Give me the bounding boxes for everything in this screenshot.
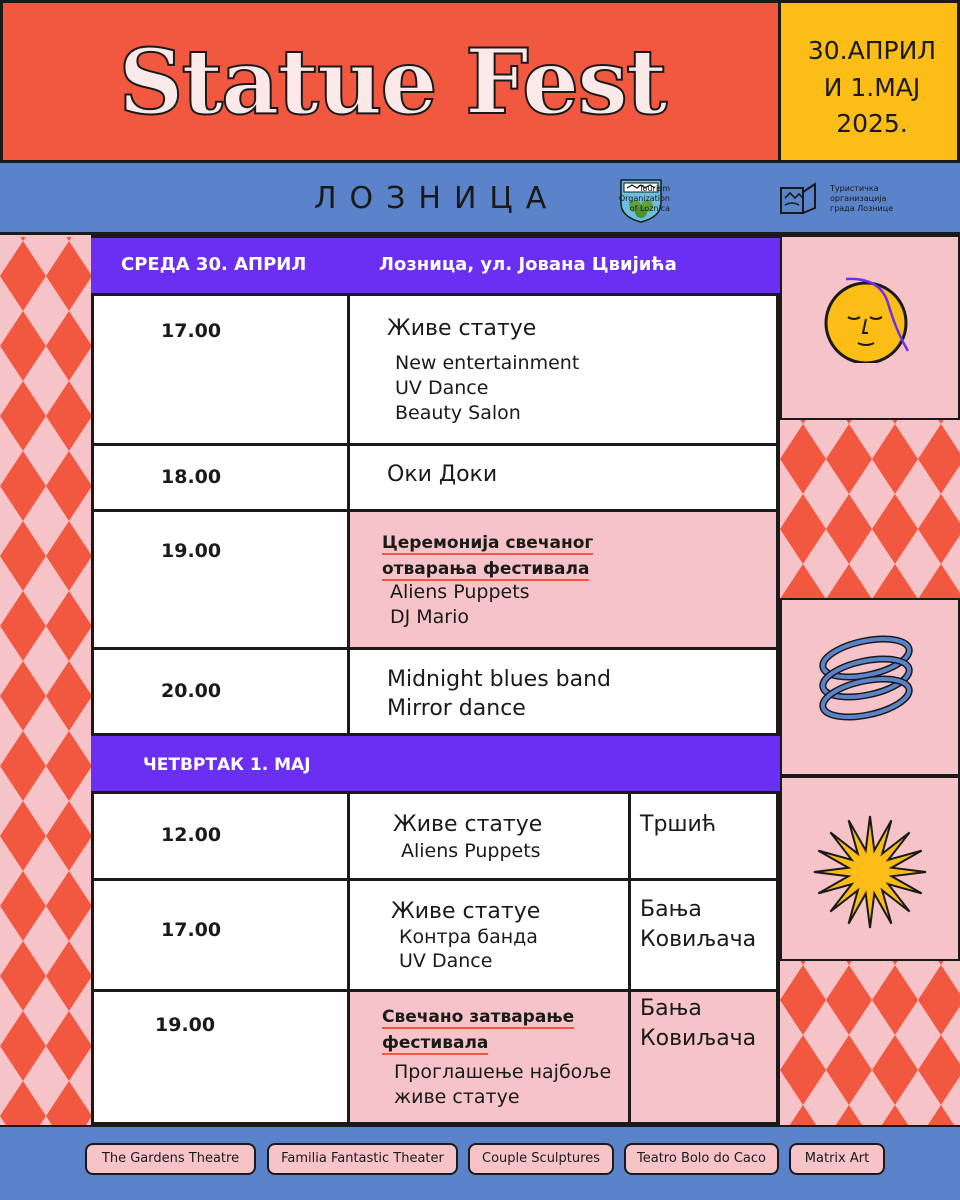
date-line: 30.АПРИЛ <box>807 36 937 65</box>
event-title: Оки Доки <box>387 462 498 487</box>
location-label: Бања <box>640 996 702 1021</box>
sun-face-icon <box>820 273 910 363</box>
time-cell <box>94 881 347 989</box>
highlight-line: отварања фестивала <box>382 559 590 579</box>
location-label: Ковиљача <box>640 927 757 952</box>
location-label: Бања <box>640 897 702 922</box>
time-label: 12.00 <box>161 824 222 846</box>
day1-location: Лозница, ул. Јована Цвијића <box>379 254 677 275</box>
event-cell-highlight <box>350 992 628 1122</box>
time-label: 20.00 <box>161 680 222 702</box>
time-cell <box>94 296 347 443</box>
logo-text-sr: организација <box>830 194 887 203</box>
starburst-icon <box>810 812 930 932</box>
header-title-box <box>0 0 778 163</box>
schedule-table <box>91 235 780 1125</box>
event-performer: New entertainment <box>395 352 580 374</box>
event-performer: UV Dance <box>395 377 489 399</box>
participant-badge: Couple Sculptures <box>468 1143 614 1175</box>
time-label: 19.00 <box>155 1014 216 1036</box>
side-panel-rings <box>780 598 960 776</box>
side-panel-sun <box>780 235 960 420</box>
location-cell <box>631 794 776 878</box>
location-label: Ковиљача <box>640 1026 757 1051</box>
time-cell <box>94 650 347 733</box>
location-cell <box>631 881 776 989</box>
opening-ceremony-title <box>382 530 593 582</box>
highlight-line: фестивала <box>382 1033 489 1053</box>
time-label: 17.00 <box>161 320 222 342</box>
participant-badge: Familia Fantastic Theater <box>267 1143 458 1175</box>
harlequin-pattern-right-top <box>780 420 960 598</box>
time-label: 19.00 <box>161 540 222 562</box>
event-cell <box>350 794 628 878</box>
participant-badge: Teatro Bolo do Caco <box>624 1143 779 1175</box>
time-label: 17.00 <box>161 919 222 941</box>
event-title: Живе статуе <box>393 812 543 837</box>
time-cell <box>94 992 347 1122</box>
event-performer: Контра банда <box>399 926 538 948</box>
ring-spiral-icon <box>814 634 918 726</box>
highlight-line: Церемонија свечаног <box>382 533 594 553</box>
day2-header <box>91 736 780 791</box>
event-title: Живе статуе <box>387 316 537 341</box>
festival-dates <box>778 0 960 163</box>
tourism-logo-icon <box>778 180 818 216</box>
day2-label: ЧЕТВРТАК 1. МАЈ <box>143 755 311 775</box>
closing-ceremony-title <box>382 1004 574 1056</box>
event-cell <box>350 881 628 989</box>
event-title: Midnight blues band <box>387 667 612 692</box>
event-title: Живе статуе <box>391 899 541 924</box>
event-cell <box>350 296 776 443</box>
location-label: Тршић <box>640 812 717 837</box>
logo-text-sr: града Лознице <box>830 204 894 213</box>
logo-text-sr: Туристичка <box>830 184 879 193</box>
logo-text-en: Tourism <box>639 184 670 193</box>
event-cell <box>350 650 776 733</box>
event-performer: живе статуе <box>394 1086 520 1108</box>
event-performer: Beauty Salon <box>395 402 521 424</box>
participant-badge: The Gardens Theatre <box>85 1143 256 1175</box>
time-cell <box>94 512 347 647</box>
event-cell-highlight <box>350 512 776 647</box>
event-performer: Aliens Puppets <box>401 840 541 862</box>
participants-footer <box>0 1125 960 1200</box>
time-cell <box>94 794 347 878</box>
day1-label: СРЕДА 30. АПРИЛ <box>121 254 307 275</box>
harlequin-pattern-right-bottom <box>780 961 960 1125</box>
date-line: 2025. <box>836 109 908 138</box>
location-cell <box>631 992 776 1122</box>
time-label: 18.00 <box>161 466 222 488</box>
harlequin-pattern-left <box>0 237 91 1125</box>
logo-text-en: of Loznica <box>629 204 670 213</box>
event-title: Mirror dance <box>387 696 526 721</box>
date-line: И 1.МАЈ <box>823 73 921 102</box>
event-performer: Aliens Puppets <box>390 581 530 603</box>
highlight-line: Свечано затварање <box>382 1007 575 1027</box>
logo-text-en: Organization <box>618 194 670 203</box>
side-panel-star <box>780 776 960 961</box>
event-performer: UV Dance <box>399 950 493 972</box>
time-cell <box>94 446 347 509</box>
city-band <box>0 163 960 235</box>
event-performer: DJ Mario <box>390 606 470 628</box>
participant-badge: Matrix Art <box>789 1143 885 1175</box>
city-name: ЛОЗНИЦА <box>314 181 560 216</box>
day1-header <box>91 238 780 293</box>
event-performer: Проглашење најбоље <box>394 1061 612 1083</box>
festival-title: Statue Fest <box>118 29 666 135</box>
event-cell <box>350 446 776 509</box>
